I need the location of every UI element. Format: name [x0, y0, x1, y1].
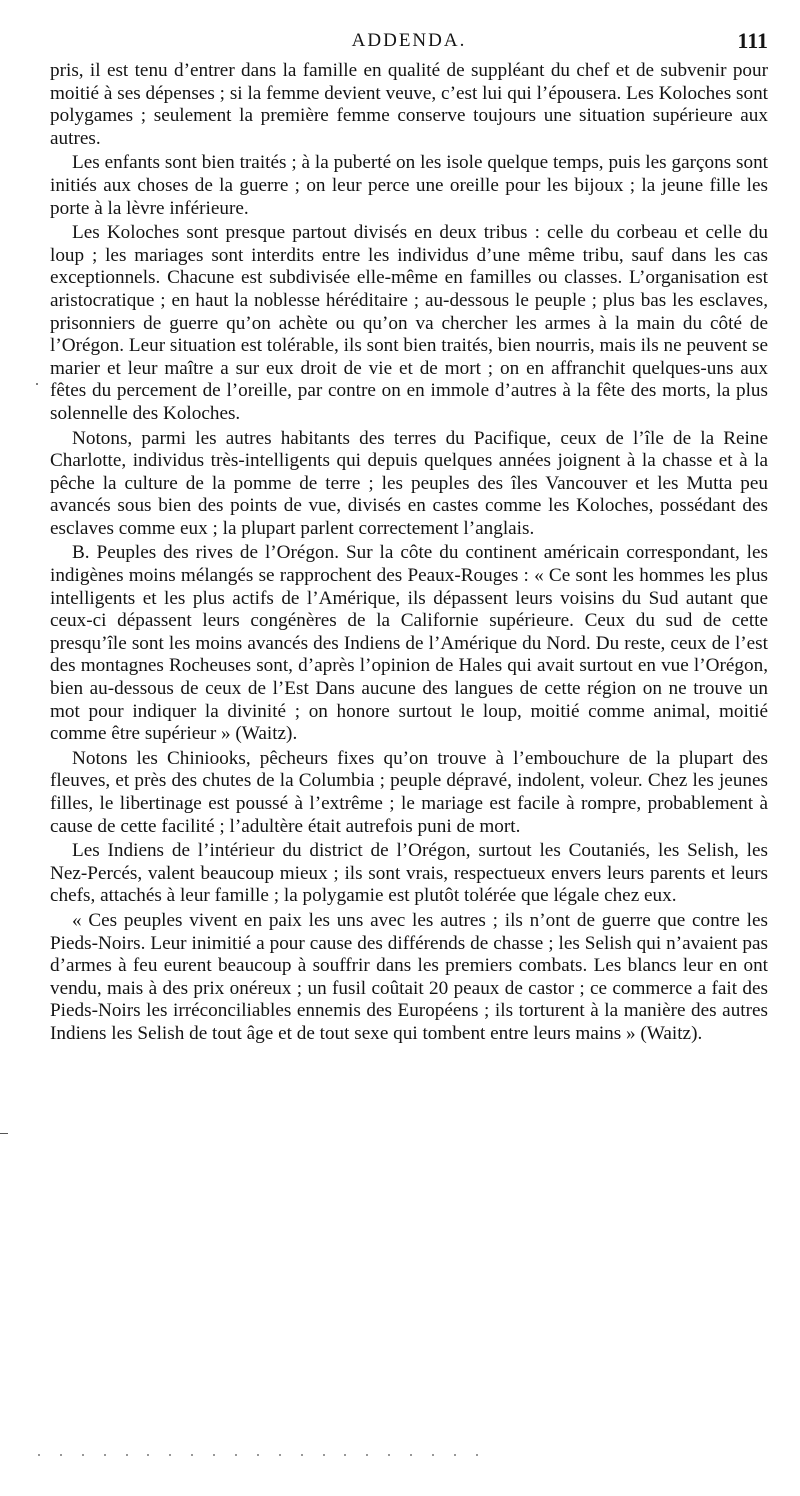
paragraph: Les Koloches sont presque partout divisés en deux tribus : celle du corbeau et celle du loup ; les mariages sont interdits entre les individus d’une même tribu, sauf dans les cas exceptionnels. Chacune est subdivisée elle-même en familles ou classes. L’organisation est aristocratique ; en haut la noblesse héréditaire ; au-dessous le peuple ; plus bas les esclaves, prisonniers de guerre qu’on achète ou qu’on va chercher les armes à la main du côté de l’Orégon. Leur situation est tolérable, ils sont bien traités, bien nourris, mais ils ne peuvent se marier et leur maître a sur eux droit de vie et de mort ; on en affranchit quelques-uns aux fêtes du percement de l’oreille, par contre on en immole d’autres à la fête des morts, la plus solennelle des Koloches.	[50, 222, 768, 424]
paragraph: B. Peuples des rives de l’Orégon. Sur la côte du continent américain correspondant, les indigènes moins mélangés se rapprochent des Peaux-Rouges : « Ce sont les hommes les plus intelligents et les plus actifs de l’Amérique, ils dépassent leurs voisins du Sud autant que ceux-ci dépassent leurs congénères de la Californie supérieure. Ceux du sud de cette presqu’île sont les moins avancés des Indiens de l’Amérique du Nord. Du reste, ceux de l’est des montagnes Rocheuses sont, d’après l’opinion de Hales qui avait surtout en vue l’Orégon, bien au-dessous de ceux de l’Est Dans aucune des langues de cette région on ne trouve un mot pour indiquer la divinité ; on honore surtout le loup, moitié comme animal, moitié comme être supérieur » (Waitz).	[50, 542, 768, 745]
footer-print-marks	[38, 1452, 478, 1458]
margin-mark	[0, 1133, 8, 1134]
paragraph: Les Indiens de l’intérieur du district de l’Orégon, surtout les Coutaniés, les Selish, les Nez-Percés, valent beaucoup mieux ; ils sont vrais, respectueux envers leurs parents et leurs chefs, attachés à leur famille ; la polygamie est plutôt tolérée que légale chez eux.	[50, 840, 768, 907]
running-head-title: ADDENDA.	[351, 30, 467, 51]
paragraph: « Ces peuples vivent en paix les uns avec les autres ; ils n’ont de guerre que contre les Pieds-Noirs. Leur inimitié a pour cause des différends de chasse ; les Selish qui n’avaient pas d’armes à feu eurent beaucoup à souffrir dans les premiers combats. Les blancs leur en ont vendu, mais à des prix onéreux ; un fusil coûtait 20 peaux de castor ; ce commerce a fait des Pieds-Noirs les irréconciliables ennemis des Européens ; ils torturent à la manière des autres Indiens les Selish de tout âge et de tout sexe qui tombent entre leurs mains » (Waitz).	[50, 909, 768, 1044]
paragraph: Notons, parmi les autres habitants des terres du Pacifique, ceux de l’île de la Reine Charlotte, individus très-intelligents qui depuis quelques années joignent à la chasse et à la pêche la culture de la pomme de terre ; les peuples des îles Vancouver et les Mutta peu avancés sous bien des points de vue, divisés en castes comme les Koloches, possédant des esclaves comme eux ; la plupart parlent correctement l’anglais.	[50, 427, 768, 539]
page-number: 111	[737, 28, 768, 53]
paragraph: pris, il est tenu d’entrer dans la famille en qualité de suppléant du chef et de subvenir pour moitié à ses dépenses ; si la femme devient veuve, c’est lui qui l’épousera. Les Koloches sont polygames ; seulement la première femme conserve toujours une situation supérieure aux autres.	[50, 60, 768, 149]
margin-speck	[36, 383, 38, 385]
paragraph: Notons les Chiniooks, pêcheurs fixes qu’on trouve à l’embouchure de la plupart des fleuves, et près des chutes de la Columbia ; peuple dépravé, indolent, voleur. Chez les jeunes filles, le libertinage est poussé à l’extrême ; le mariage est facile à rompre, probablement à cause de cette facilité ; l’adultère était autrefois puni de mort.	[50, 747, 768, 837]
paragraph: Les enfants sont bien traités ; à la puberté on les isole quelque temps, puis les garçons sont initiés aux choses de la guerre ; on leur perce une oreille pour les bijoux ; la jeune fille les porte à la lèvre inférieure.	[50, 152, 768, 219]
body-text	[50, 60, 768, 1046]
running-head	[50, 28, 768, 54]
